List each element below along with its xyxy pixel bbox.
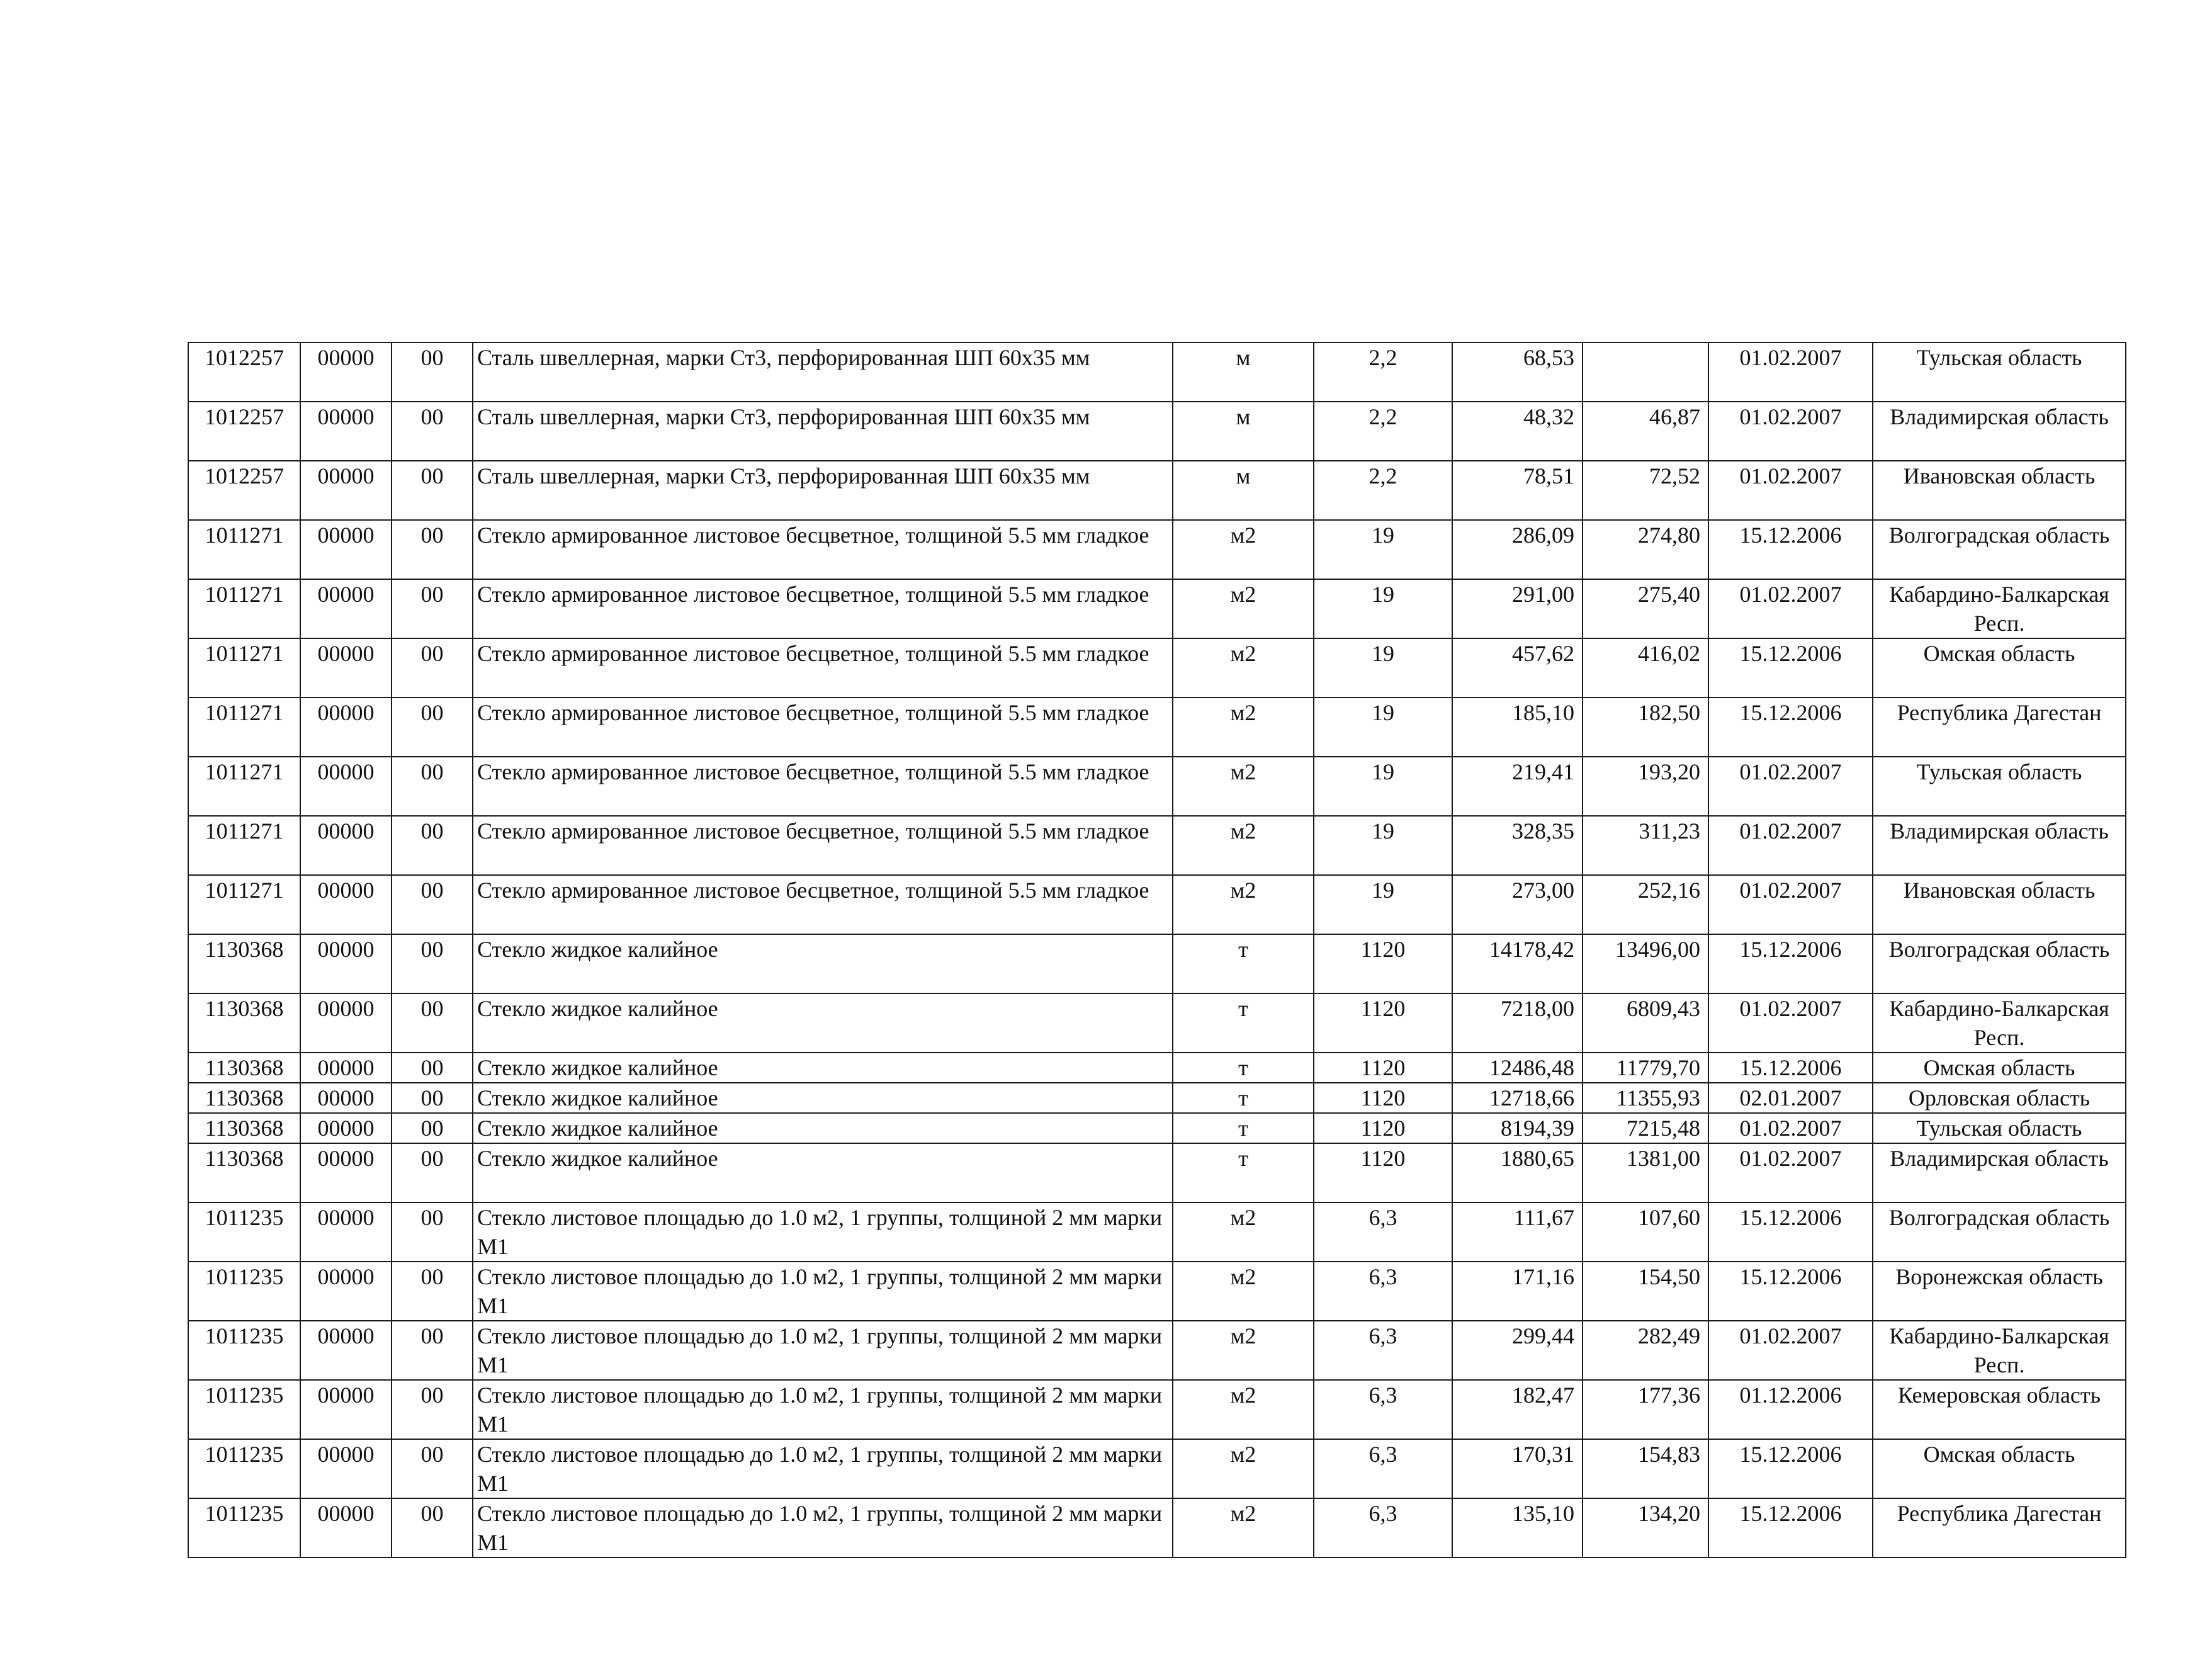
subcode-1: 00000 [300,1053,392,1083]
table-row [188,757,2126,816]
price-1: 12718,66 [1452,1083,1583,1113]
unit: м2 [1173,1439,1314,1498]
resource-code: 1011235 [188,1321,300,1380]
table-row [188,1143,2126,1202]
norm-value: 19 [1314,698,1452,757]
price-2: 7215,48 [1583,1113,1708,1143]
date: 15.12.2006 [1708,698,1873,757]
resource-code: 1130368 [188,934,300,993]
resource-code: 1011235 [188,1380,300,1439]
resource-name: Стекло жидкое калийное [473,993,1173,1053]
unit: м2 [1173,1321,1314,1380]
price-1: 457,62 [1452,638,1583,698]
subcode-1: 00000 [300,342,392,402]
subcode-2: 00 [392,993,473,1053]
region: Воронежская область [1873,1262,2126,1321]
table-row [188,342,2126,402]
subcode-2: 00 [392,1321,473,1380]
unit: м2 [1173,816,1314,875]
price-1: 185,10 [1452,698,1583,757]
norm-value: 1120 [1314,1143,1452,1202]
resource-code: 1011235 [188,1202,300,1262]
price-1: 68,53 [1452,342,1583,402]
resource-code: 1011271 [188,816,300,875]
norm-value: 1120 [1314,934,1452,993]
subcode-2: 00 [392,1113,473,1143]
region: Кабардино-Балкарская Респ. [1873,993,2126,1053]
price-2: 311,23 [1583,816,1708,875]
norm-value: 1120 [1314,1053,1452,1083]
subcode-2: 00 [392,757,473,816]
table-row [188,934,2126,993]
date: 02.01.2007 [1708,1083,1873,1113]
unit: м2 [1173,638,1314,698]
price-1: 219,41 [1452,757,1583,816]
subcode-2: 00 [392,1439,473,1498]
subcode-2: 00 [392,875,473,934]
date: 15.12.2006 [1708,520,1873,579]
resource-name: Стекло листовое площадью до 1.0 м2, 1 группы, толщиной 2 мм марки М1 [473,1262,1173,1321]
table-row [188,1439,2126,1498]
price-1: 328,35 [1452,816,1583,875]
resource-name: Стекло жидкое калийное [473,934,1173,993]
unit: м2 [1173,520,1314,579]
unit: т [1173,1053,1314,1083]
table-row [188,1262,2126,1321]
subcode-1: 00000 [300,1321,392,1380]
subcode-1: 00000 [300,1439,392,1498]
price-1: 8194,39 [1452,1113,1583,1143]
price-1: 12486,48 [1452,1053,1583,1083]
price-2: 154,50 [1583,1262,1708,1321]
unit: т [1173,1113,1314,1143]
date: 01.02.2007 [1708,579,1873,638]
table-row [188,638,2126,698]
price-2: 252,16 [1583,875,1708,934]
region: Ивановская область [1873,875,2126,934]
resource-name: Сталь швеллерная, марки Ст3, перфорированная ШП 60х35 мм [473,402,1173,461]
norm-value: 6,3 [1314,1380,1452,1439]
table-row [188,1053,2126,1083]
norm-value: 2,2 [1314,402,1452,461]
date: 15.12.2006 [1708,1439,1873,1498]
subcode-1: 00000 [300,1262,392,1321]
resource-name: Стекло армированное листовое бесцветное, толщиной 5.5 мм гладкое [473,875,1173,934]
price-2: 177,36 [1583,1380,1708,1439]
price-2: 11779,70 [1583,1053,1708,1083]
subcode-1: 00000 [300,402,392,461]
price-1: 273,00 [1452,875,1583,934]
norm-value: 2,2 [1314,461,1452,520]
unit: т [1173,993,1314,1053]
price-1: 170,31 [1452,1439,1583,1498]
resource-code: 1011271 [188,579,300,638]
subcode-2: 00 [392,1202,473,1262]
subcode-1: 00000 [300,1498,392,1557]
subcode-1: 00000 [300,1083,392,1113]
region: Волгоградская область [1873,1202,2126,1262]
norm-value: 6,3 [1314,1202,1452,1262]
norm-value: 6,3 [1314,1321,1452,1380]
price-1: 78,51 [1452,461,1583,520]
subcode-2: 00 [392,520,473,579]
resource-name: Стекло жидкое калийное [473,1113,1173,1143]
price-2: 274,80 [1583,520,1708,579]
price-2: 13496,00 [1583,934,1708,993]
table-row [188,520,2126,579]
norm-value: 19 [1314,757,1452,816]
subcode-1: 00000 [300,757,392,816]
subcode-2: 00 [392,638,473,698]
unit: м2 [1173,1202,1314,1262]
subcode-2: 00 [392,1053,473,1083]
table-row [188,461,2126,520]
norm-value: 19 [1314,579,1452,638]
subcode-1: 00000 [300,520,392,579]
price-1: 286,09 [1452,520,1583,579]
unit: м2 [1173,757,1314,816]
subcode-2: 00 [392,461,473,520]
resource-name: Стекло листовое площадью до 1.0 м2, 1 группы, толщиной 2 мм марки М1 [473,1321,1173,1380]
subcode-1: 00000 [300,816,392,875]
table-row [188,1113,2126,1143]
price-1: 14178,42 [1452,934,1583,993]
price-table [188,342,2126,1558]
region: Владимирская область [1873,816,2126,875]
resource-code: 1130368 [188,1113,300,1143]
resource-code: 1011271 [188,520,300,579]
resource-code: 1130368 [188,1083,300,1113]
date: 01.02.2007 [1708,993,1873,1053]
norm-value: 2,2 [1314,342,1452,402]
date: 01.02.2007 [1708,1321,1873,1380]
region: Республика Дагестан [1873,698,2126,757]
subcode-2: 00 [392,1498,473,1557]
table-row [188,698,2126,757]
unit: т [1173,1083,1314,1113]
subcode-1: 00000 [300,934,392,993]
subcode-1: 00000 [300,1113,392,1143]
unit: т [1173,1143,1314,1202]
subcode-1: 00000 [300,1143,392,1202]
price-2: 107,60 [1583,1202,1708,1262]
subcode-1: 00000 [300,1380,392,1439]
region: Владимирская область [1873,402,2126,461]
region: Омская область [1873,638,2126,698]
table-row [188,402,2126,461]
resource-code: 1011235 [188,1439,300,1498]
date: 01.02.2007 [1708,402,1873,461]
table-row [188,816,2126,875]
price-2: 46,87 [1583,402,1708,461]
subcode-1: 00000 [300,638,392,698]
subcode-2: 00 [392,934,473,993]
region: Кабардино-Балкарская Респ. [1873,579,2126,638]
date: 15.12.2006 [1708,1053,1873,1083]
resource-code: 1012257 [188,461,300,520]
subcode-2: 00 [392,1262,473,1321]
price-1: 135,10 [1452,1498,1583,1557]
resource-code: 1011271 [188,757,300,816]
norm-value: 19 [1314,638,1452,698]
subcode-1: 00000 [300,993,392,1053]
price-1: 299,44 [1452,1321,1583,1380]
price-2 [1583,342,1708,402]
resource-name: Сталь швеллерная, марки Ст3, перфорированная ШП 60х35 мм [473,461,1173,520]
subcode-2: 00 [392,1380,473,1439]
price-2: 282,49 [1583,1321,1708,1380]
resource-name: Стекло армированное листовое бесцветное, толщиной 5.5 мм гладкое [473,579,1173,638]
price-1: 7218,00 [1452,993,1583,1053]
table-row [188,993,2126,1053]
resource-name: Стекло листовое площадью до 1.0 м2, 1 группы, толщиной 2 мм марки М1 [473,1202,1173,1262]
resource-code: 1130368 [188,1143,300,1202]
price-2: 154,83 [1583,1439,1708,1498]
date: 01.12.2006 [1708,1380,1873,1439]
date: 15.12.2006 [1708,934,1873,993]
norm-value: 19 [1314,875,1452,934]
subcode-2: 00 [392,579,473,638]
region: Кабардино-Балкарская Респ. [1873,1321,2126,1380]
norm-value: 19 [1314,520,1452,579]
region: Владимирская область [1873,1143,2126,1202]
resource-name: Стекло жидкое калийное [473,1143,1173,1202]
date: 01.02.2007 [1708,1143,1873,1202]
price-1: 182,47 [1452,1380,1583,1439]
region: Кемеровская область [1873,1380,2126,1439]
price-2: 1381,00 [1583,1143,1708,1202]
resource-code: 1011271 [188,875,300,934]
unit: м [1173,342,1314,402]
norm-value: 6,3 [1314,1439,1452,1498]
price-2: 11355,93 [1583,1083,1708,1113]
price-2: 182,50 [1583,698,1708,757]
region: Волгоградская область [1873,934,2126,993]
date: 01.02.2007 [1708,342,1873,402]
date: 01.02.2007 [1708,875,1873,934]
unit: м [1173,461,1314,520]
resource-code: 1130368 [188,993,300,1053]
resource-name: Сталь швеллерная, марки Ст3, перфорированная ШП 60х35 мм [473,342,1173,402]
resource-name: Стекло армированное листовое бесцветное, толщиной 5.5 мм гладкое [473,520,1173,579]
resource-code: 1012257 [188,402,300,461]
resource-name: Стекло армированное листовое бесцветное, толщиной 5.5 мм гладкое [473,698,1173,757]
norm-value: 19 [1314,816,1452,875]
resource-code: 1011235 [188,1262,300,1321]
subcode-2: 00 [392,402,473,461]
date: 01.02.2007 [1708,461,1873,520]
unit: м2 [1173,698,1314,757]
table-row [188,875,2126,934]
price-2: 193,20 [1583,757,1708,816]
price-1: 291,00 [1452,579,1583,638]
resource-code: 1011271 [188,638,300,698]
resource-name: Стекло листовое площадью до 1.0 м2, 1 группы, толщиной 2 мм марки М1 [473,1380,1173,1439]
resource-name: Стекло армированное листовое бесцветное, толщиной 5.5 мм гладкое [473,816,1173,875]
date: 01.02.2007 [1708,757,1873,816]
region: Тульская область [1873,1113,2126,1143]
table-row [188,1083,2126,1113]
resource-name: Стекло листовое площадью до 1.0 м2, 1 группы, толщиной 2 мм марки М1 [473,1498,1173,1557]
table-row [188,579,2126,638]
price-1: 171,16 [1452,1262,1583,1321]
norm-value: 1120 [1314,1083,1452,1113]
subcode-2: 00 [392,698,473,757]
price-2: 134,20 [1583,1498,1708,1557]
table-row [188,1321,2126,1380]
resource-name: Стекло листовое площадью до 1.0 м2, 1 группы, толщиной 2 мм марки М1 [473,1439,1173,1498]
subcode-1: 00000 [300,461,392,520]
norm-value: 1120 [1314,1113,1452,1143]
date: 15.12.2006 [1708,1498,1873,1557]
price-1: 1880,65 [1452,1143,1583,1202]
region: Тульская область [1873,342,2126,402]
subcode-1: 00000 [300,579,392,638]
norm-value: 6,3 [1314,1262,1452,1321]
unit: м2 [1173,1262,1314,1321]
subcode-2: 00 [392,1143,473,1202]
price-1: 48,32 [1452,402,1583,461]
date: 01.02.2007 [1708,1113,1873,1143]
resource-name: Стекло жидкое калийное [473,1053,1173,1083]
price-2: 416,02 [1583,638,1708,698]
resource-code: 1011271 [188,698,300,757]
price-2: 72,52 [1583,461,1708,520]
resource-code: 1130368 [188,1053,300,1083]
unit: м2 [1173,579,1314,638]
region: Омская область [1873,1439,2126,1498]
unit: м2 [1173,875,1314,934]
resource-code: 1011235 [188,1498,300,1557]
subcode-1: 00000 [300,875,392,934]
region: Орловская область [1873,1083,2126,1113]
region: Республика Дагестан [1873,1498,2126,1557]
unit: т [1173,934,1314,993]
norm-value: 6,3 [1314,1498,1452,1557]
table-row [188,1380,2126,1439]
region: Омская область [1873,1053,2126,1083]
subcode-2: 00 [392,1083,473,1113]
subcode-2: 00 [392,342,473,402]
price-2: 275,40 [1583,579,1708,638]
table-row [188,1202,2126,1262]
unit: м2 [1173,1498,1314,1557]
table-row [188,1498,2126,1557]
resource-name: Стекло жидкое калийное [473,1083,1173,1113]
subcode-1: 00000 [300,1202,392,1262]
resource-code: 1012257 [188,342,300,402]
date: 15.12.2006 [1708,1262,1873,1321]
date: 01.02.2007 [1708,816,1873,875]
region: Волгоградская область [1873,520,2126,579]
region: Ивановская область [1873,461,2126,520]
unit: м [1173,402,1314,461]
date: 15.12.2006 [1708,638,1873,698]
price-1: 111,67 [1452,1202,1583,1262]
price-2: 6809,43 [1583,993,1708,1053]
unit: м2 [1173,1380,1314,1439]
region: Тульская область [1873,757,2126,816]
table-body [188,342,2126,1557]
date: 15.12.2006 [1708,1202,1873,1262]
resource-name: Стекло армированное листовое бесцветное, толщиной 5.5 мм гладкое [473,638,1173,698]
norm-value: 1120 [1314,993,1452,1053]
subcode-2: 00 [392,816,473,875]
resource-name: Стекло армированное листовое бесцветное, толщиной 5.5 мм гладкое [473,757,1173,816]
subcode-1: 00000 [300,698,392,757]
